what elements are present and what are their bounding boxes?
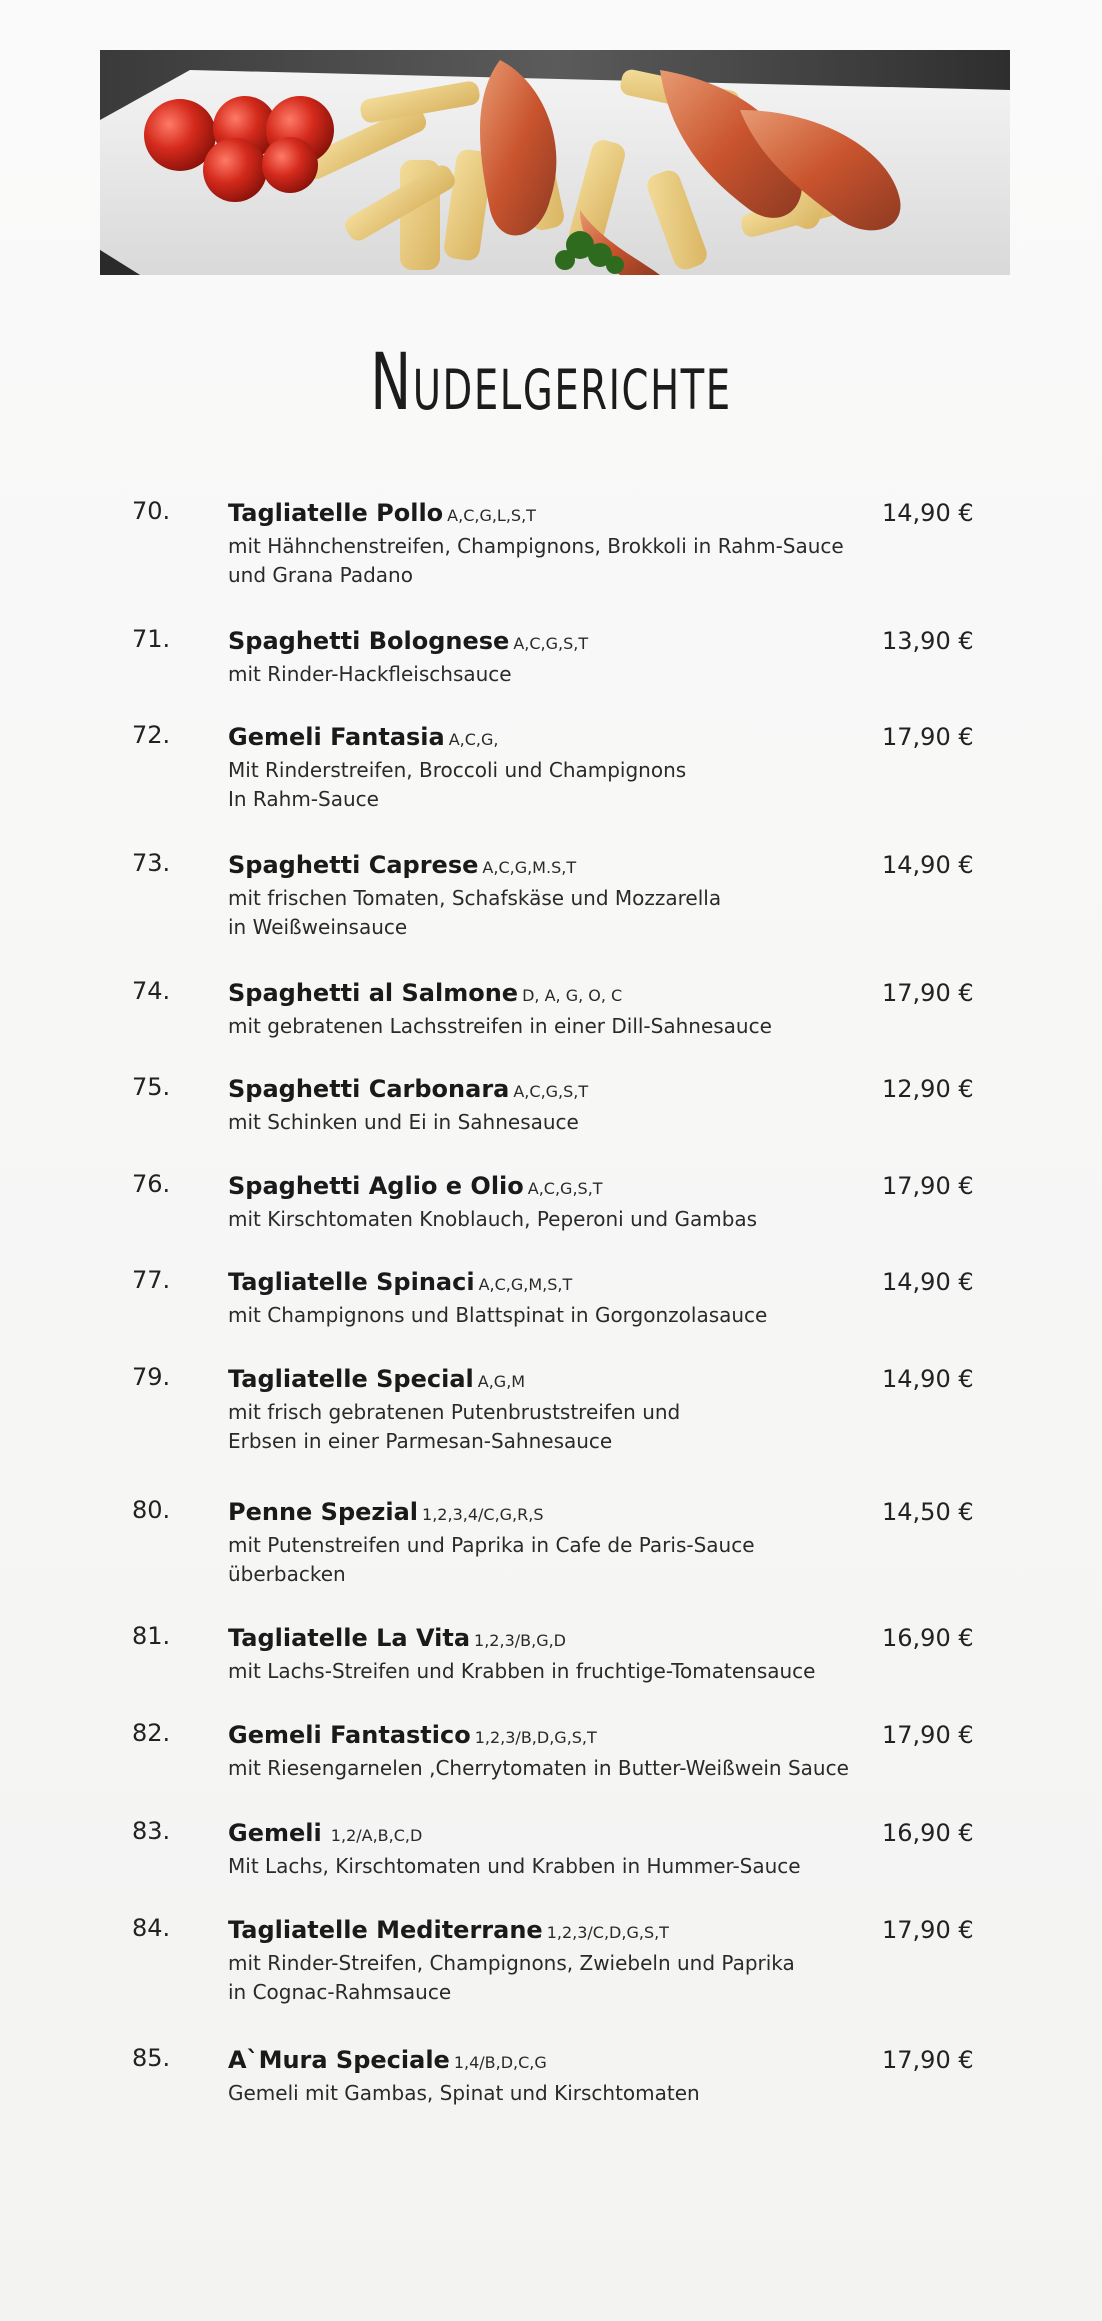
item-price: 12,90 € [882, 1075, 974, 1103]
menu-item [0, 1363, 1102, 1463]
item-name: Penne Spezial [228, 1498, 419, 1526]
item-allergens: A,G,M [477, 1372, 526, 1391]
item-name: Gemeli Fantastico [228, 1721, 471, 1749]
item-name: Spaghetti Bolognese [228, 627, 510, 655]
item-description: In Rahm-Sauce [228, 787, 379, 811]
item-name: Tagliatelle Special [228, 1365, 474, 1393]
page-title: Nudelgerichte [370, 338, 732, 428]
item-description: mit Rinder-Hackfleischsauce [228, 662, 512, 686]
menu-item [0, 1719, 1102, 1819]
item-allergens: A,C,G, [448, 730, 499, 749]
item-number: 81. [132, 1622, 171, 1650]
menu-item [0, 1817, 1102, 1917]
item-allergens: 1,4/B,D,C,G [453, 2053, 547, 2072]
item-allergens: A,C,G,S,T [527, 1179, 603, 1198]
item-description: mit frisch gebratenen Putenbruststreifen und [228, 1400, 681, 1424]
item-description: in Weißweinsauce [228, 915, 408, 939]
item-name: Tagliatelle Pollo [228, 499, 444, 527]
menu-item [0, 721, 1102, 821]
menu-item [0, 977, 1102, 1077]
item-description: mit Champignons und Blattspinat in Gorgonzolasauce [228, 1303, 768, 1327]
item-allergens: A,C,G,S,T [513, 634, 589, 653]
item-description: mit Hähnchenstreifen, Champignons, Brokkoli in Rahm-Sauce [228, 534, 844, 558]
item-description: Mit Lachs, Kirschtomaten und Krabben in Hummer-Sauce [228, 1854, 801, 1878]
item-allergens: A,C,G,M,S,T [478, 1275, 573, 1294]
item-number: 73. [132, 849, 171, 877]
item-number: 77. [132, 1266, 171, 1294]
item-number: 83. [132, 1817, 171, 1845]
item-allergens: 1,2,3,4/C,G,R,S [422, 1505, 544, 1524]
item-price: 16,90 € [882, 1624, 974, 1652]
item-description: in Cognac-Rahmsauce [228, 1980, 452, 2004]
item-price: 14,90 € [882, 1365, 974, 1393]
menu-item [0, 849, 1102, 949]
item-name: Tagliatelle Mediterrane [228, 1916, 543, 1944]
item-name: Gemeli [228, 1819, 322, 1847]
item-description: mit Riesengarnelen ,Cherrytomaten in Butter-Weißwein Sauce [228, 1756, 849, 1780]
item-name: Spaghetti al Salmone [228, 979, 519, 1007]
item-description: Gemeli mit Gambas, Spinat und Kirschtomaten [228, 2081, 700, 2105]
menu-item [0, 1073, 1102, 1173]
menu-item [0, 1914, 1102, 2014]
item-price: 17,90 € [882, 2046, 974, 2074]
item-price: 14,90 € [882, 499, 974, 527]
item-number: 76. [132, 1170, 171, 1198]
item-price: 13,90 € [882, 627, 974, 655]
menu-item [0, 1170, 1102, 1270]
item-allergens: 1,2,3/C,D,G,S,T [546, 1923, 669, 1942]
item-name: Spaghetti Aglio e Olio [228, 1172, 524, 1200]
item-allergens: 1,2,3/B,D,G,S,T [474, 1728, 597, 1747]
item-number: 84. [132, 1914, 171, 1942]
item-allergens: 1,2/A,B,C,D [325, 1826, 423, 1845]
item-price: 14,90 € [882, 851, 974, 879]
item-price: 14,50 € [882, 1498, 974, 1526]
item-number: 82. [132, 1719, 171, 1747]
item-price: 17,90 € [882, 723, 974, 751]
item-name: Spaghetti Caprese [228, 851, 479, 879]
menu-item [0, 1266, 1102, 1366]
item-price: 14,90 € [882, 1268, 974, 1296]
item-name: Tagliatelle Spinaci [228, 1268, 475, 1296]
pasta-dish-photo [100, 50, 1010, 275]
menu-item [0, 2044, 1102, 2144]
item-number: 71. [132, 625, 171, 653]
item-number: 75. [132, 1073, 171, 1101]
menu-item [0, 1496, 1102, 1596]
item-allergens: D, A, G, O, C [522, 986, 623, 1005]
item-allergens: A,C,G,L,S,T [447, 506, 536, 525]
item-price: 17,90 € [882, 979, 974, 1007]
item-name: Gemeli Fantasia [228, 723, 445, 751]
item-description: mit Putenstreifen und Paprika in Cafe de Paris-Sauce [228, 1533, 755, 1557]
item-description: überbacken [228, 1562, 346, 1586]
item-allergens: A,C,G,M.S,T [482, 858, 577, 877]
menu-item [0, 625, 1102, 725]
item-description: Erbsen in einer Parmesan-Sahnesauce [228, 1429, 613, 1453]
item-number: 85. [132, 2044, 171, 2072]
item-description: und Grana Padano [228, 563, 413, 587]
item-price: 17,90 € [882, 1172, 974, 1200]
item-number: 72. [132, 721, 171, 749]
item-description: mit Lachs-Streifen und Krabben in fruchtige-Tomatensauce [228, 1659, 816, 1683]
item-description: mit gebratenen Lachsstreifen in einer Dill-Sahnesauce [228, 1014, 772, 1038]
item-number: 70. [132, 497, 171, 525]
item-allergens: 1,2,3/B,G,D [474, 1631, 566, 1650]
item-name: A`Mura Speciale [228, 2046, 450, 2074]
menu-item [0, 497, 1102, 597]
item-description: mit Rinder-Streifen, Champignons, Zwiebeln und Paprika [228, 1951, 795, 1975]
item-name: Spaghetti Carbonara [228, 1075, 510, 1103]
item-description: Mit Rinderstreifen, Broccoli und Champignons [228, 758, 687, 782]
menu-item [0, 1622, 1102, 1722]
item-number: 74. [132, 977, 171, 1005]
item-description: mit frischen Tomaten, Schafskäse und Mozzarella [228, 886, 722, 910]
item-description: mit Kirschtomaten Knoblauch, Peperoni und Gambas [228, 1207, 758, 1231]
item-name: Tagliatelle La Vita [228, 1624, 471, 1652]
item-allergens: A,C,G,S,T [513, 1082, 589, 1101]
item-price: 17,90 € [882, 1721, 974, 1749]
item-number: 79. [132, 1363, 171, 1391]
item-number: 80. [132, 1496, 171, 1524]
item-description: mit Schinken und Ei in Sahnesauce [228, 1110, 579, 1134]
item-price: 17,90 € [882, 1916, 974, 1944]
item-price: 16,90 € [882, 1819, 974, 1847]
